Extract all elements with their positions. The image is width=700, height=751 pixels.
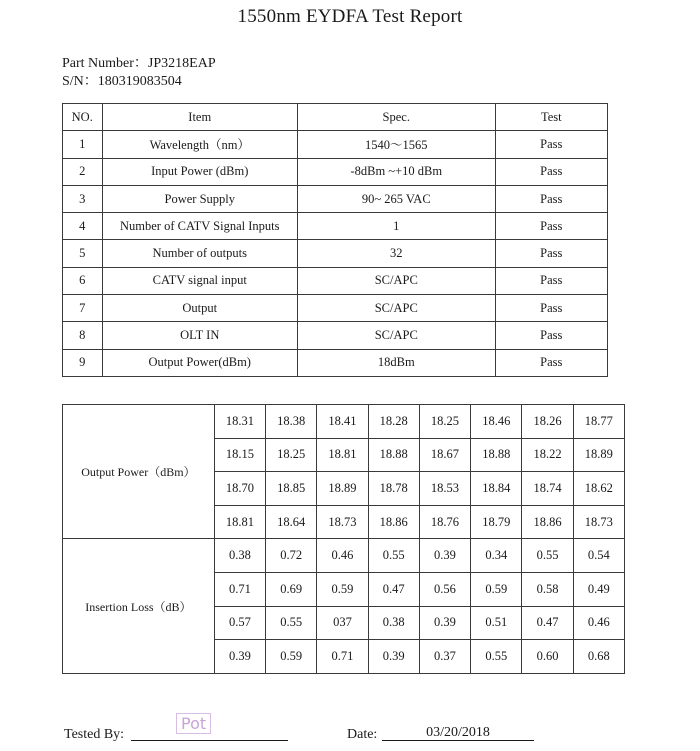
row-no: 4 — [63, 213, 103, 240]
insertion-loss-value: 0.69 — [266, 572, 317, 606]
row-no: 2 — [63, 158, 103, 185]
row-test: Pass — [495, 213, 607, 240]
row-item: Number of outputs — [102, 240, 298, 267]
insertion-loss-value: 0.55 — [266, 606, 317, 640]
row-no: 9 — [63, 349, 103, 376]
insertion-loss-value: 0.38 — [214, 539, 265, 573]
row-no: 5 — [63, 240, 103, 267]
insertion-loss-value: 0.39 — [419, 606, 470, 640]
row-no: 7 — [63, 295, 103, 322]
measurement-table — [62, 404, 625, 674]
insertion-loss-value: 0.59 — [266, 640, 317, 674]
row-test: Pass — [495, 349, 607, 376]
output-power-value: 18.70 — [214, 472, 265, 506]
insertion-loss-value: 0.39 — [368, 640, 419, 674]
row-item: Input Power (dBm) — [102, 158, 298, 185]
insertion-loss-value: 0.56 — [419, 572, 470, 606]
table-row — [63, 185, 608, 212]
insertion-loss-value: 0.71 — [214, 572, 265, 606]
output-power-value: 18.81 — [214, 505, 265, 539]
row-test: Pass — [495, 158, 607, 185]
output-power-value: 18.62 — [573, 472, 624, 506]
row-test: Pass — [495, 322, 607, 349]
row-item: Output Power(dBm) — [102, 349, 298, 376]
insertion-loss-value: 0.59 — [471, 572, 522, 606]
insertion-loss-value: 0.72 — [266, 539, 317, 573]
row-no: 8 — [63, 322, 103, 349]
insertion-loss-value: 0.46 — [317, 539, 368, 573]
insertion-loss-value: 0.34 — [471, 539, 522, 573]
output-power-value: 18.31 — [214, 405, 265, 439]
output-power-value: 18.86 — [368, 505, 419, 539]
row-no: 1 — [63, 131, 103, 158]
insertion-loss-value: 0.39 — [214, 640, 265, 674]
output-power-value: 18.73 — [573, 505, 624, 539]
insertion-loss-value: 0.38 — [368, 606, 419, 640]
output-power-value: 18.53 — [419, 472, 470, 506]
output-power-value: 18.77 — [573, 405, 624, 439]
row-item: CATV signal input — [102, 267, 298, 294]
output-power-value: 18.26 — [522, 405, 573, 439]
row-item: Output — [102, 295, 298, 322]
output-power-value: 18.89 — [573, 438, 624, 472]
insertion-loss-value: 0.47 — [522, 606, 573, 640]
header-no: NO. — [63, 104, 103, 131]
date-line — [382, 740, 534, 741]
insertion-loss-value: 0.39 — [419, 539, 470, 573]
output-power-value: 18.89 — [317, 472, 368, 506]
output-power-value: 18.79 — [471, 505, 522, 539]
row-test: Pass — [495, 295, 607, 322]
insertion-loss-value: 0.51 — [471, 606, 522, 640]
output-power-value: 18.67 — [419, 438, 470, 472]
row-no: 6 — [63, 267, 103, 294]
insertion-loss-value: 0.57 — [214, 606, 265, 640]
output-power-value: 18.41 — [317, 405, 368, 439]
row-spec: 32 — [298, 240, 496, 267]
table-row — [63, 267, 608, 294]
date-value: 03/20/2018 — [426, 725, 490, 740]
output-power-value: 18.76 — [419, 505, 470, 539]
output-power-row — [63, 405, 625, 439]
insertion-loss-value: 0.55 — [471, 640, 522, 674]
table-row — [63, 322, 608, 349]
row-spec: 90~ 265 VAC — [298, 185, 496, 212]
row-spec: 18dBm — [298, 349, 496, 376]
insertion-loss-value: 0.59 — [317, 572, 368, 606]
header-item: Item — [102, 104, 298, 131]
row-spec: 1 — [298, 213, 496, 240]
insertion-loss-value: 0.37 — [419, 640, 470, 674]
output-power-value: 18.15 — [214, 438, 265, 472]
spec-header-row — [63, 104, 608, 131]
output-power-value: 18.88 — [368, 438, 419, 472]
row-test: Pass — [495, 185, 607, 212]
output-power-value: 18.84 — [471, 472, 522, 506]
serial-number: S/N：180319083504 — [62, 74, 182, 89]
row-item: Number of CATV Signal Inputs — [102, 213, 298, 240]
output-power-label: Output Power（dBm） — [63, 405, 215, 539]
insertion-loss-value: 0.68 — [573, 640, 624, 674]
part-number: Part Number：JP3218EAP — [62, 56, 216, 71]
output-power-value: 18.74 — [522, 472, 573, 506]
report-title: 1550nm EYDFA Test Report — [237, 6, 463, 27]
row-spec: SC/APC — [298, 295, 496, 322]
insertion-loss-value: 0.49 — [573, 572, 624, 606]
table-row — [63, 158, 608, 185]
insertion-loss-value: 0.46 — [573, 606, 624, 640]
output-power-value: 18.64 — [266, 505, 317, 539]
insertion-loss-value: 0.54 — [573, 539, 624, 573]
row-spec: SC/APC — [298, 322, 496, 349]
output-power-value: 18.88 — [471, 438, 522, 472]
output-power-value: 18.86 — [522, 505, 573, 539]
insertion-loss-value: 0.47 — [368, 572, 419, 606]
output-power-value: 18.73 — [317, 505, 368, 539]
output-power-value: 18.38 — [266, 405, 317, 439]
tested-by-line — [131, 740, 288, 741]
row-no: 3 — [63, 185, 103, 212]
row-spec: 1540～1565 — [298, 131, 496, 158]
output-power-value: 18.46 — [471, 405, 522, 439]
row-test: Pass — [495, 240, 607, 267]
insertion-loss-row — [63, 539, 625, 573]
table-row — [63, 240, 608, 267]
row-test: Pass — [495, 131, 607, 158]
insertion-loss-value: 0.71 — [317, 640, 368, 674]
spec-table — [62, 103, 608, 377]
insertion-loss-value: 0.60 — [522, 640, 573, 674]
row-test: Pass — [495, 267, 607, 294]
table-row — [63, 349, 608, 376]
insertion-loss-value: 037 — [317, 606, 368, 640]
output-power-value: 18.81 — [317, 438, 368, 472]
date-label: Date: — [347, 727, 378, 742]
output-power-value: 18.25 — [266, 438, 317, 472]
insertion-loss-label: Insertion Loss（dB） — [63, 539, 215, 673]
row-item: Power Supply — [102, 185, 298, 212]
row-item: Wavelength（nm） — [102, 131, 298, 158]
tester-stamp: Pot — [176, 713, 211, 734]
table-row — [63, 131, 608, 158]
tested-by-label: Tested By: — [64, 727, 125, 742]
row-spec: -8dBm ~+10 dBm — [298, 158, 496, 185]
output-power-value: 18.85 — [266, 472, 317, 506]
insertion-loss-value: 0.58 — [522, 572, 573, 606]
output-power-value: 18.22 — [522, 438, 573, 472]
header-spec: Spec. — [298, 104, 496, 131]
table-row — [63, 213, 608, 240]
row-spec: SC/APC — [298, 267, 496, 294]
table-row — [63, 295, 608, 322]
output-power-value: 18.78 — [368, 472, 419, 506]
output-power-value: 18.25 — [419, 405, 470, 439]
row-item: OLT IN — [102, 322, 298, 349]
insertion-loss-value: 0.55 — [522, 539, 573, 573]
header-test: Test — [495, 104, 607, 131]
insertion-loss-value: 0.55 — [368, 539, 419, 573]
output-power-value: 18.28 — [368, 405, 419, 439]
